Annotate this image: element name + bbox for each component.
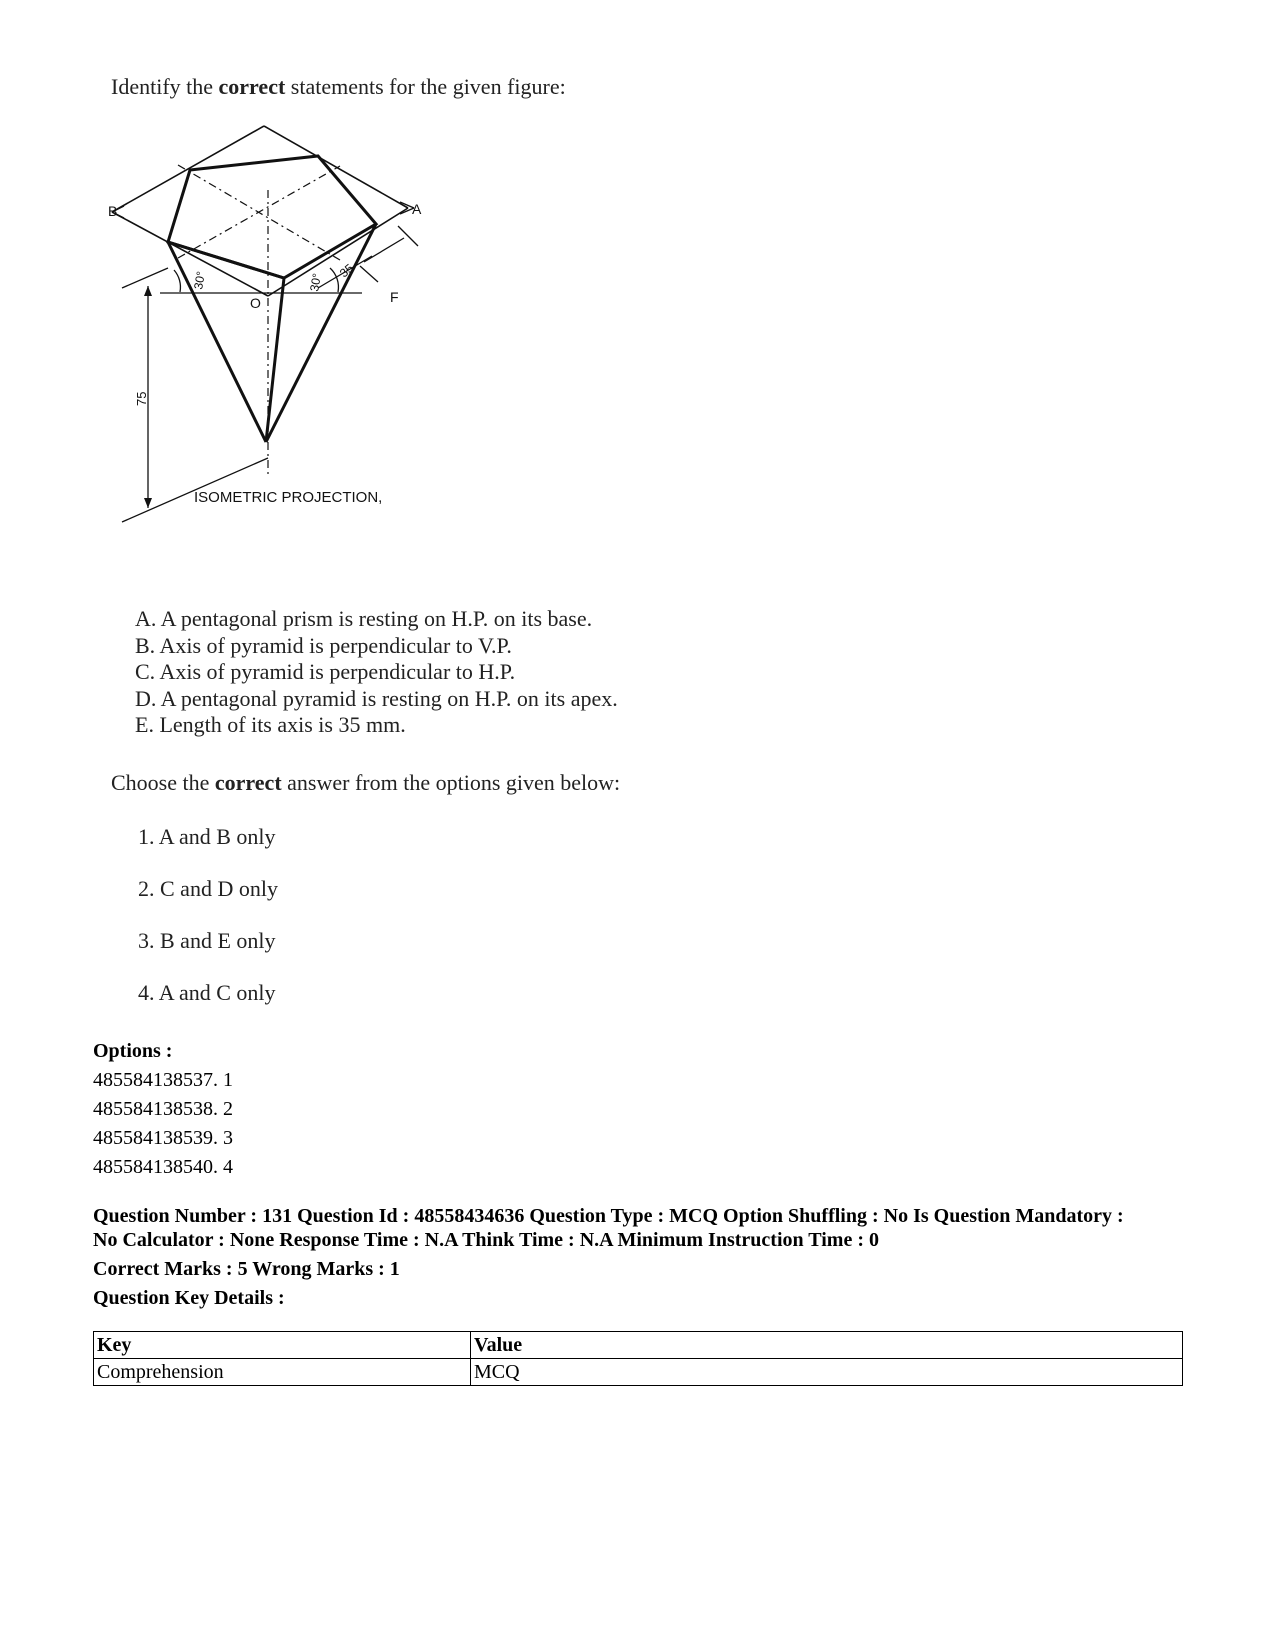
table-header-cell: Value <box>471 1332 1183 1359</box>
table-row <box>94 1359 1183 1386</box>
dim-35-extension <box>364 238 404 262</box>
dim-75-extension <box>122 268 168 288</box>
figure-caption: ISOMETRIC PROJECTION, <box>194 489 383 506</box>
answer-choice: 4. A and C only <box>138 980 276 1005</box>
question-key-table <box>93 1331 1183 1386</box>
statement-item: A. A pentagonal prism is resting on H.P. on its base. <box>135 606 593 631</box>
statement-item: C. Axis of pyramid is perpendicular to H.P. <box>135 659 516 684</box>
statement-item: B. Axis of pyramid is perpendicular to V.P. <box>135 632 512 658</box>
dim-arrowhead <box>144 286 152 296</box>
statement-list <box>135 606 618 739</box>
option-item: 485584138540. 4 <box>93 1156 233 1178</box>
key-details-heading: Question Key Details : <box>93 1287 285 1309</box>
option-item: 485584138539. 3 <box>93 1127 233 1149</box>
label-b: B <box>108 203 118 219</box>
table-cell: MCQ <box>471 1359 1183 1386</box>
table-header-cell: Key <box>94 1332 471 1359</box>
rhombus-edge <box>112 126 264 212</box>
option-item: 485584138537. 1 <box>93 1069 233 1091</box>
isometric-projection-figure <box>108 120 448 550</box>
dim-75-label: 75 <box>134 391 149 406</box>
angle-label-left: 30° <box>191 270 209 291</box>
option-item: 485584138538. 2 <box>93 1098 233 1120</box>
label-f: F <box>390 289 399 305</box>
marks-line: Correct Marks : 5 Wrong Marks : 1 <box>93 1258 400 1280</box>
angle-arc-left <box>174 270 180 292</box>
answer-choice: 3. B and E only <box>138 928 276 953</box>
lateral-edge <box>168 242 266 442</box>
question-meta-line: Question Number : 131 Question Id : 48558434636 Question Type : MCQ Option Shuffling : No Is Question Mandatory : <box>93 1205 1124 1227</box>
dim-tick <box>398 226 418 246</box>
table-header-row <box>94 1332 1183 1359</box>
statement-item: E. Length of its axis is 35 mm. <box>135 712 406 737</box>
label-a: A <box>412 201 422 217</box>
center-line <box>178 166 340 258</box>
options-heading: Options : <box>93 1040 173 1062</box>
choose-prompt: Choose the correct answer from the options given below: <box>111 770 621 795</box>
dim-arrowhead <box>144 498 152 508</box>
question-title: Identify the correct statements for the given figure: <box>111 74 566 99</box>
lateral-edge <box>266 278 284 442</box>
table-cell: Comprehension <box>94 1359 471 1386</box>
question-meta-line: No Calculator : None Response Time : N.A Think Time : N.A Minimum Instruction Time : 0 <box>93 1229 879 1251</box>
answer-choice: 2. C and D only <box>138 876 278 901</box>
rhombus-edge <box>264 126 408 208</box>
dim-35-label: 35 <box>336 260 357 281</box>
answer-choice: 1. A and B only <box>138 824 276 849</box>
label-o: O <box>250 295 261 311</box>
dim-tick <box>360 266 378 282</box>
rhombus-edge <box>112 212 268 296</box>
statement-item: D. A pentagonal pyramid is resting on H.P. on its apex. <box>135 685 618 711</box>
angle-label-right: 30° <box>307 272 325 293</box>
